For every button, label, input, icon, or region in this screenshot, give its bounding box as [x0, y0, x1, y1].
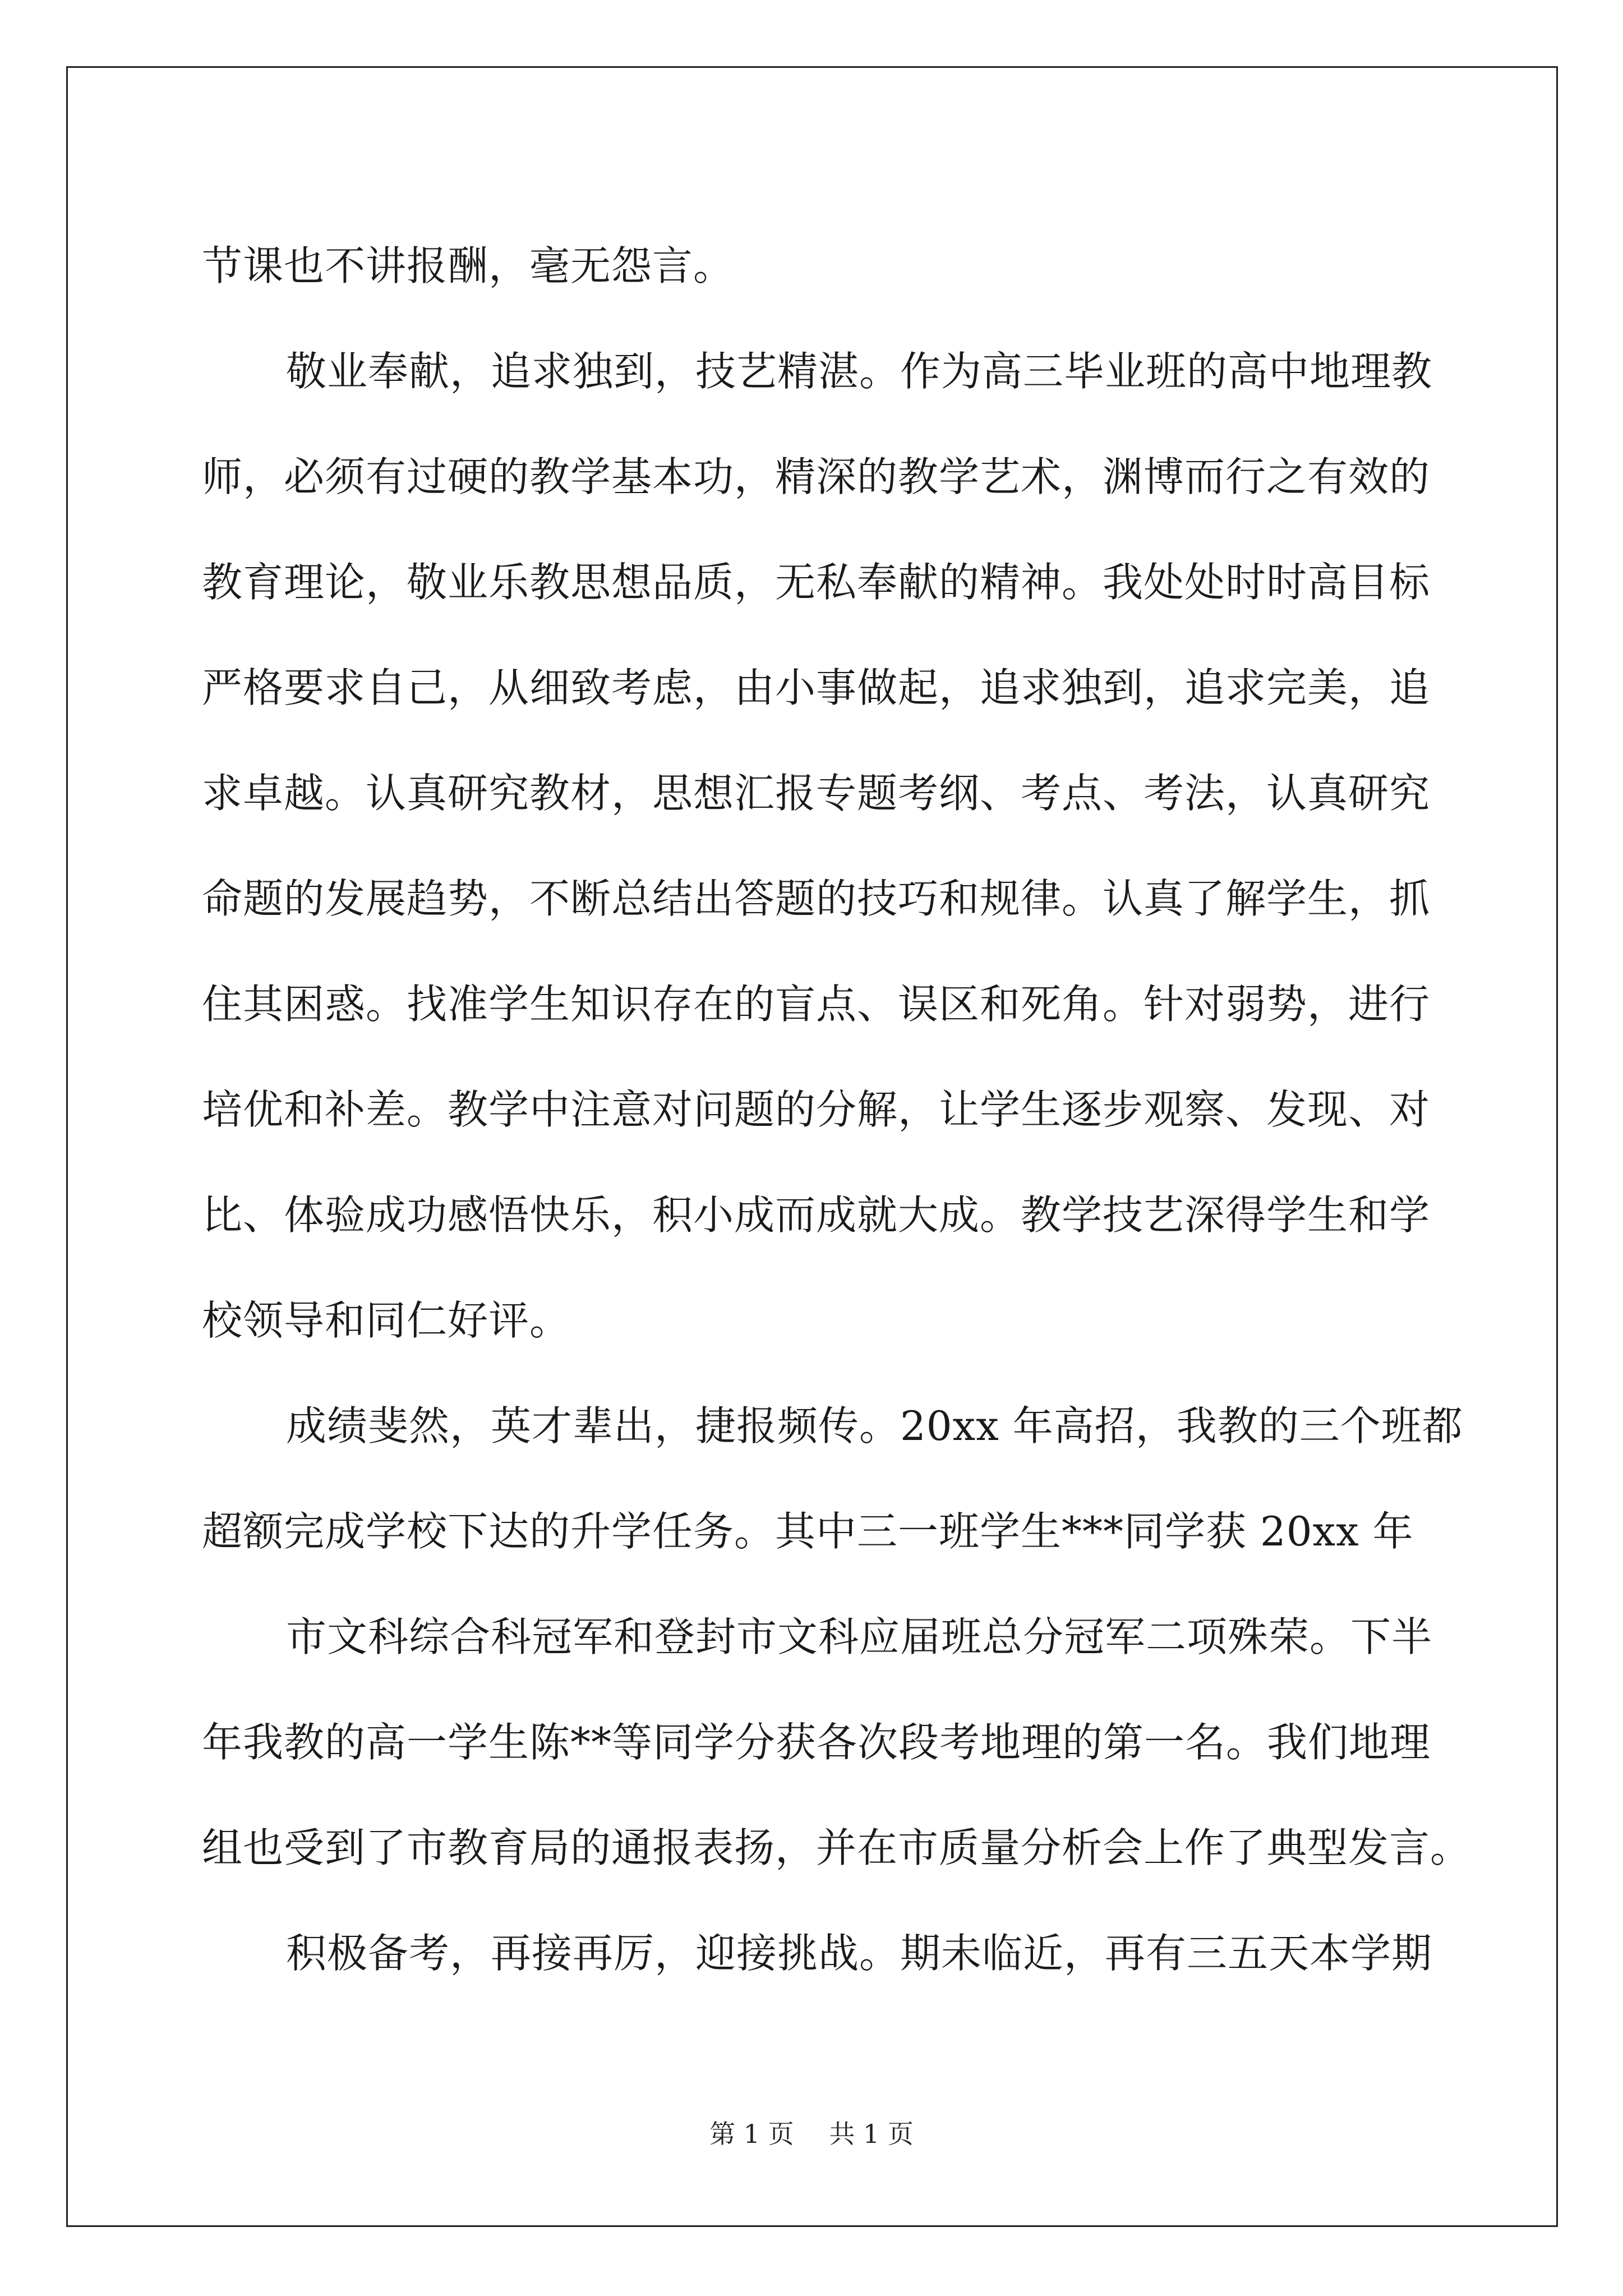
document-body [202, 213, 1472, 2006]
text-line: 教育理论，敬业乐教思想品质，无私奉献的精神。我处处时时高目标 [202, 559, 1431, 606]
text-line: 严格要求自己，从细致考虑，由小事做起，追求独到，追求完美，追 [202, 664, 1431, 711]
text-line: 超额完成学校下达的升学任务。其中三一班学生***同学获 20xx 年 [202, 1508, 1414, 1555]
text-line: 年我教的高一学生陈**等同学分获各次段考地理的第一名。我们地理 [202, 1719, 1431, 1766]
text-line: 成绩斐然，英才辈出，捷报频传。20xx 年高招，我教的三个班都 [286, 1402, 1463, 1450]
text-line: 比、体验成功感悟快乐，积小成而成就大成。教学技艺深得学生和学 [202, 1191, 1431, 1239]
text-line: 节课也不讲报酬，毫无怨言。 [202, 242, 735, 289]
text-line: 组也受到了市教育局的通报表扬，并在市质量分析会上作了典型发言。 [202, 1824, 1472, 1871]
page-number: 第 1 页 [709, 2119, 794, 2149]
text-line: 市文科综合科冠军和登封市文科应届班总分冠军二项殊荣。下半 [286, 1613, 1433, 1660]
text-line: 求卓越。认真研究教材，思想汇报专题考纲、考点、考法，认真研究 [202, 770, 1431, 817]
text-line: 培优和补差。教学中注意对问题的分解，让学生逐步观察、发现、对 [202, 1086, 1431, 1133]
text-line: 校领导和同仁好评。 [202, 1297, 571, 1344]
text-line: 敬业奉献，追求独到，技艺精湛。作为高三毕业班的高中地理教 [286, 348, 1433, 395]
text-line: 命题的发展趋势，不断总结出答题的技巧和规律。认真了解学生，抓 [202, 875, 1431, 922]
text-line: 师，必须有过硬的教学基本功，精深的教学艺术，渊博而行之有效的 [202, 453, 1431, 500]
text-line: 积极备考，再接再厉，迎接挑战。期未临近，再有三五天本学期 [286, 1930, 1433, 1977]
page-total: 共 1 页 [829, 2119, 914, 2149]
text-line: 住其困惑。找准学生知识存在的盲点、误区和死角。针对弱势，进行 [202, 981, 1431, 1028]
page-footer [0, 2114, 1623, 2151]
